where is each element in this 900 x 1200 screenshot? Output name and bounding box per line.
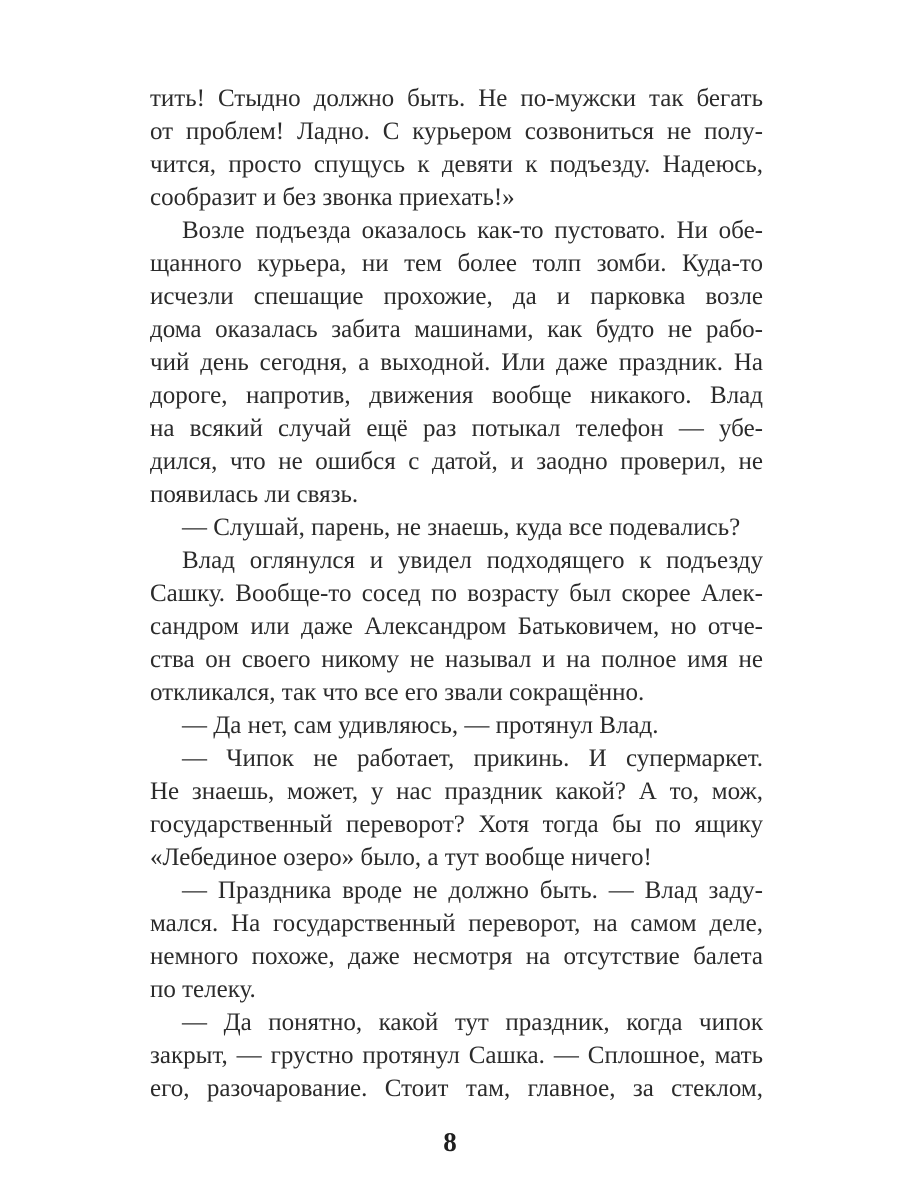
paragraph	[150, 544, 763, 709]
text-line: исчезли спешащие прохожие, да и парковка возле	[150, 283, 763, 310]
text-line: чится, просто спущусь к девяти к подъезду. Надеюсь,	[150, 151, 763, 178]
paragraph	[150, 709, 763, 742]
page-number: 8	[443, 1127, 457, 1157]
text-line: его, разочарование. Стоит там, главное, за стеклом,	[150, 1075, 763, 1102]
text-line: — Чипок не работает, прикинь. И супермаркет.	[182, 745, 763, 772]
text-line: Сашку. Вообще-то сосед по возрасту был скорее Алек-	[150, 580, 763, 607]
text-line: «Лебединое озеро» было, а тут вообще ничего!	[150, 844, 652, 871]
text-line: — Праздника вроде не должно быть. — Влад заду-	[182, 877, 763, 904]
text-line: Не знаешь, может, у нас праздник какой? А то, мож,	[150, 778, 763, 805]
text-line: Влад оглянулся и увидел подходящего к подъезду	[182, 547, 763, 574]
text-line: закрыт, — грустно протянул Сашка. — Сплошное, мать	[150, 1042, 763, 1069]
text-line: ства он своего никому не называл и на полное имя не	[150, 646, 763, 673]
text-line: откликался, так что все его звали сокращённо.	[150, 679, 645, 706]
text-line: дился, что не ошибся с датой, и заодно проверил, не	[150, 448, 763, 475]
text-line: тить! Стыдно должно быть. Не по-мужски так бегать	[150, 85, 763, 112]
text-line: от проблем! Ладно. С курьером созвониться не полу-	[150, 118, 763, 145]
paragraph	[150, 742, 763, 874]
text-line: сандром или даже Александром Батьковичем, но отче-	[150, 613, 763, 640]
text-line: немного похоже, даже несмотря на отсутствие балета	[150, 943, 763, 970]
text-line: дома оказалась забита машинами, как будто не рабо-	[150, 316, 763, 343]
paragraph	[150, 511, 763, 544]
paragraph	[150, 82, 763, 214]
text-line: сообразит и без звонка приехать!»	[150, 184, 515, 211]
text-line: по телеку.	[150, 976, 256, 1003]
text-line: Возле подъезда оказалось как-то пустовато. Ни обе-	[182, 217, 763, 244]
text-line: — Слушай, парень, не знаешь, куда все подевались?	[182, 514, 741, 541]
text-line: — Да понятно, какой тут праздник, когда чипок	[182, 1009, 763, 1036]
text-line: дороге, напротив, движения вообще никакого. Влад	[150, 382, 763, 409]
text-line: появилась ли связь.	[150, 481, 359, 508]
text-line: чий день сегодня, а выходной. Или даже праздник. На	[150, 349, 763, 376]
paragraph	[150, 1006, 763, 1105]
text-line: мался. На государственный переворот, на самом деле,	[150, 910, 763, 937]
page-body	[150, 82, 763, 1105]
text-line: щанного курьера, ни тем более толп зомби. Куда-то	[150, 250, 763, 277]
text-line: — Да нет, сам удивляюсь, — протянул Влад.	[182, 712, 659, 739]
text-line: на всякий случай ещё раз потыкал телефон — убе-	[150, 415, 763, 442]
paragraph	[150, 214, 763, 511]
paragraph	[150, 874, 763, 1006]
text-line: государственный переворот? Хотя тогда бы по ящику	[150, 811, 763, 838]
